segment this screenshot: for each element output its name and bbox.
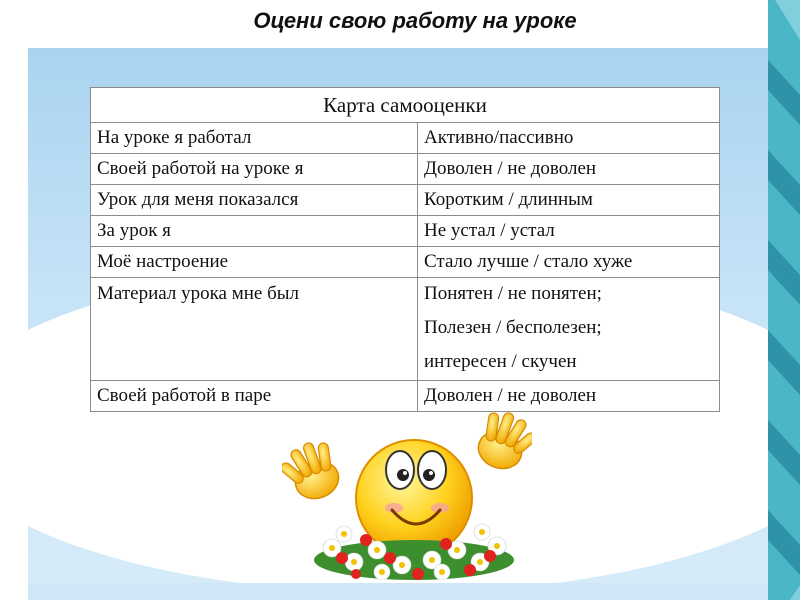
table-row	[91, 123, 720, 154]
row-value: Активно/пассивно	[418, 123, 720, 154]
row-label-text: Материал урока мне был	[97, 283, 299, 304]
row-label: Своей работой в паре	[91, 381, 418, 412]
row-value-line: Полезен / бесполезен;	[424, 317, 602, 338]
table-row	[91, 216, 720, 247]
row-value: Коротким / длинным	[418, 185, 720, 216]
row-value: Доволен / не доволен	[418, 154, 720, 185]
table-heading-row	[91, 88, 720, 123]
table-row	[91, 278, 720, 381]
row-value: Стало лучше / стало хуже	[418, 247, 720, 278]
row-label: Моё настроение	[91, 247, 418, 278]
row-value-line: интересен / скучен	[424, 351, 577, 372]
row-value-line: Понятен / не понятен;	[424, 283, 602, 304]
table-row	[91, 247, 720, 278]
row-value: Не устал / устал	[418, 216, 720, 247]
row-label: Своей работой на уроке я	[91, 154, 418, 185]
row-label: Урок для меня показался	[91, 185, 418, 216]
table-row	[91, 154, 720, 185]
slide-title: Оцени свою работу на уроке	[253, 8, 577, 33]
row-label: За урок я	[91, 216, 418, 247]
table-row	[91, 185, 720, 216]
self-assessment-table	[90, 87, 720, 412]
table-row	[91, 381, 720, 412]
row-label	[91, 278, 418, 381]
row-value: Доволен / не доволен	[418, 381, 720, 412]
row-label: На уроке я работал	[91, 123, 418, 154]
background-bottom-band	[28, 583, 768, 600]
smiley-waving-with-flowers-icon	[282, 410, 532, 580]
table-heading: Карта самооценки	[91, 88, 720, 123]
row-value	[418, 278, 720, 381]
